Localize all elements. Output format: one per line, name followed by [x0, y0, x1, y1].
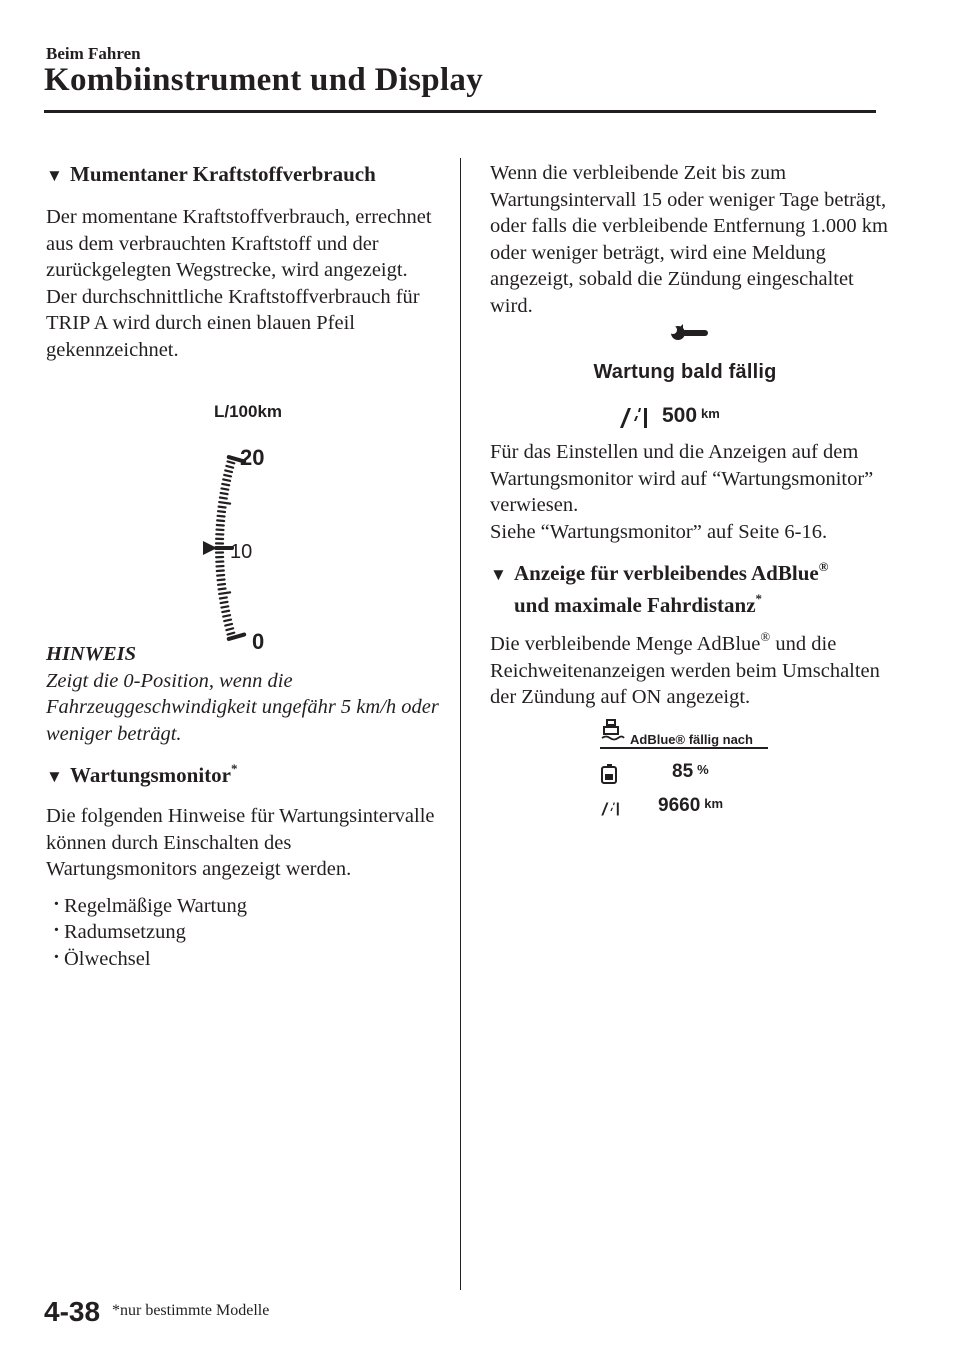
gauge-tick [220, 597, 227, 598]
heading-adblue: ▼ Anzeige für verbleibendes AdBlue® [490, 559, 890, 589]
gauge-tick [217, 575, 224, 576]
adblue-range-unit: km [704, 795, 724, 811]
triangle-icon: ▼ [46, 166, 63, 185]
gauge-label-mid: 10 [230, 541, 253, 563]
registered-mark: ® [818, 559, 829, 574]
list-item: · Ölwechsel [46, 946, 446, 973]
page-title: Kombiinstrument und Display [44, 62, 484, 98]
gauge-tick [221, 488, 228, 489]
adblue-level-value: 85 [672, 760, 694, 782]
gauge-tick [228, 461, 235, 463]
adblue-level-icon [600, 763, 620, 785]
road-distance-icon [618, 406, 652, 430]
registered-mark: ® [760, 629, 771, 644]
gauge-tick [223, 615, 230, 616]
average-marker-arrow [203, 541, 217, 555]
service-distance-unit: km [701, 406, 720, 421]
service-paragraph-1: Wenn die verbleibende Zeit bis zum Wartungsintervall 15 oder weniger Tage beträgt, oder falls die verbleibende Entfernung 1.000 km oder weniger beträgt, wird eine Meldung angezeigt, sobald die Zündung eingeschaltet wird. [490, 162, 888, 317]
service-message: Wartung bald fällig [593, 361, 777, 383]
gauge-tick [225, 470, 232, 472]
road-distance-icon [600, 799, 622, 819]
adblue-header [600, 725, 768, 749]
triangle-icon: ▼ [46, 767, 63, 786]
gauge-tick [229, 635, 244, 639]
fuel-paragraph-2: Der durchschnittliche Kraftstoffverbrauch für TRIP A wird durch einen blauen Pfeil gekennzeichnet. [46, 285, 420, 361]
gauge-tick [226, 466, 233, 468]
gauge-tick [225, 624, 232, 626]
adblue-paragraph: Die verbleibende Menge AdBlue® und die Reichweitenanzeigen werden beim Umschalten der Zündung auf ON angezeigt. [490, 629, 880, 708]
gauge-tick [219, 507, 226, 508]
service-paragraph: Die folgenden Hinweise für Wartungsintervalle können durch Einschalten des Wartungsmonitors angezeigt werden. [46, 805, 435, 880]
gauge-tick [218, 511, 225, 512]
fuel-paragraph-1: Der momentane Kraftstoffverbrauch, errechnet aus dem verbrauchten Kraftstoff und der zurückgelegten Wegstrecke, wird angezeigt. [46, 206, 432, 281]
wrench-icon [668, 321, 712, 345]
left-column [46, 160, 446, 972]
gauge-tick [222, 484, 229, 485]
heading-service-monitor: ▼ Wartungsmonitor* [46, 761, 446, 791]
gauge-tick [224, 620, 231, 622]
gauge-tick [218, 584, 225, 585]
gauge-tick [226, 628, 233, 630]
adblue-level-row [600, 757, 709, 786]
service-distance-row [618, 401, 720, 430]
gauge-label-low: 0 [252, 629, 265, 654]
service-display-figure [490, 319, 890, 439]
asterisk-mark: * [755, 591, 763, 606]
title-rule [44, 110, 876, 113]
footnote: *nur bestimmte Modelle [112, 1302, 270, 1319]
gauge-tick [217, 520, 224, 521]
service-type-list [46, 893, 446, 973]
adblue-range-row [600, 791, 723, 820]
gauge-tick [218, 516, 225, 517]
gauge-label-high: 20 [240, 445, 265, 470]
gauge-tick [223, 479, 230, 480]
asterisk-mark: * [231, 761, 238, 776]
gauge-tick [221, 606, 228, 607]
gauge-tick [219, 592, 230, 594]
adblue-display-figure [490, 711, 890, 821]
adblue-level-unit: % [697, 761, 709, 777]
heading-fuel-consumption: ▼ Mumentaner Kraftstoffverbrauch [46, 160, 446, 190]
gauge-tick [220, 498, 227, 499]
gauge-unit-label: L/100km [214, 402, 283, 421]
adblue-tank-icon [600, 719, 626, 741]
gauge-tick [221, 493, 228, 494]
adblue-header-label: AdBlue® fällig nach [630, 731, 753, 747]
column-divider [460, 158, 461, 1290]
gauge-tick [221, 602, 228, 603]
heading-adblue-line-2: und maximale Fahrdistanz* [514, 591, 763, 617]
service-paragraph-2: Für das Einstellen und die Anzeigen auf dem Wartungsmonitor wird auf “Wartungsmonitor” verwiesen. [490, 441, 874, 516]
adblue-range-value: 9660 [658, 794, 701, 816]
note-title: HINWEIS [46, 643, 137, 665]
note-text: Zeigt die 0-Position, wenn die Fahrzeuggeschwindigkeit ungefähr 5 km/h oder weniger beträgt. [46, 669, 439, 745]
gauge-tick [228, 633, 235, 635]
gauge-tick [219, 588, 226, 589]
gauge-tick [224, 475, 231, 477]
gauge-tick [222, 611, 229, 612]
list-item: · Regelmäßige Wartung [46, 893, 446, 920]
service-distance-value: 500 [662, 404, 698, 427]
gauge-tick [218, 580, 225, 581]
list-item: · Radumsetzung [46, 919, 446, 946]
gauge-tick [219, 502, 230, 504]
page-number: 4-38 [44, 1296, 101, 1327]
service-paragraph-3: Siehe “Wartungsmonitor” auf Seite 6-16. [490, 520, 828, 543]
triangle-icon: ▼ [490, 565, 507, 584]
section-label: Beim Fahren [46, 44, 141, 63]
right-column [490, 160, 890, 821]
